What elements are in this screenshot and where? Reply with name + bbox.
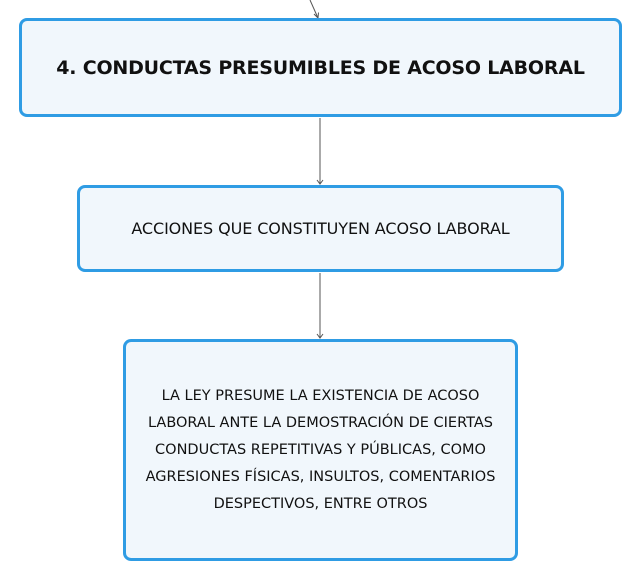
node-conductas-presumibles[interactable]	[19, 18, 622, 117]
connector-parent-to-conductas	[310, 0, 318, 18]
node-presuncion-ley-label: LA LEY PRESUME LA EXISTENCIA DE ACOSO LABORAL ANTE LA DEMOSTRACIÓN DE CIERTAS CONDUCTAS REPETITIVAS Y PÚBLICAS, COMO AGRESIONES FÍSICAS, INSULTOS, COMENTARIOS DESPECTIVOS, ENTRE OTROS	[145, 387, 496, 512]
node-conductas-presumibles-label: 4. CONDUCTAS PRESUMIBLES DE ACOSO LABORAL	[56, 56, 585, 79]
node-presuncion-ley[interactable]	[123, 339, 518, 561]
node-acciones-acoso[interactable]	[77, 185, 564, 272]
node-acciones-acoso-label: ACCIONES QUE CONSTITUYEN ACOSO LABORAL	[131, 219, 510, 238]
